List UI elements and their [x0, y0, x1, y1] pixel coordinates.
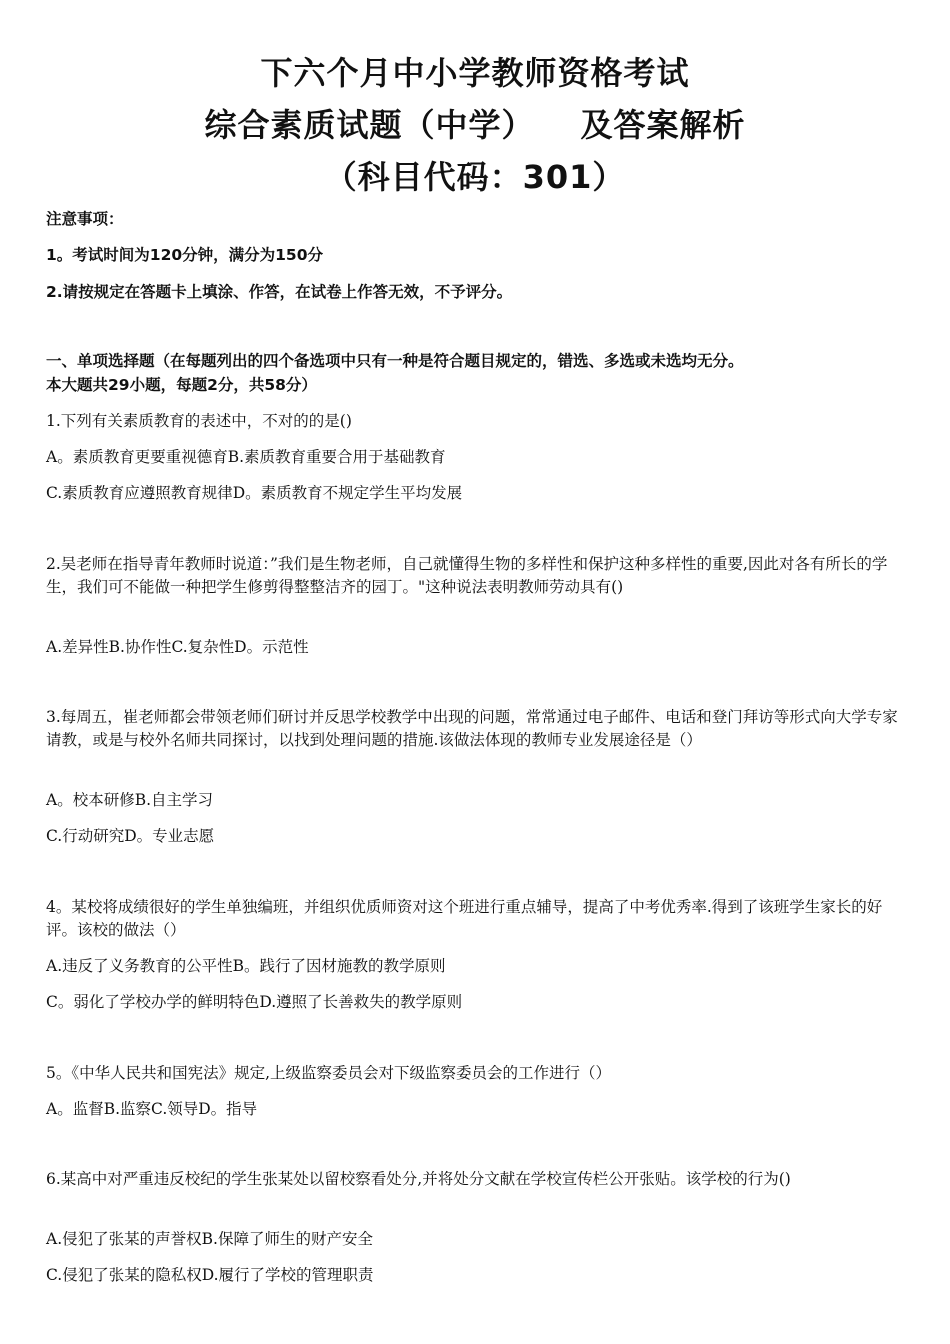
notice-item-2: 2.请按规定在答题卡上填涂、作答，在试卷上作答无效，不予评分。: [46, 283, 513, 301]
question-options: A。校本研修B.自主学习: [46, 791, 214, 809]
subject-code: （科目代码：301）: [324, 158, 626, 196]
question-stem: 2.吴老师在指导青年教师时说道：”我们是生物老师，自己就懂得生物的多样性和保护这种多样性的重要,因此对各有所长的学生，我们可不能做一种把学生修剪得整整洁齐的园丁。"这种说法表明教师劳动具有(): [46, 555, 888, 596]
notice-item-1: 1。考试时间为120分钟，满分为150分: [46, 246, 323, 264]
question-options: A。监督B.监察C.领导D。指导: [46, 1100, 258, 1118]
question-stem: 6.某高中对严重违反校纪的学生张某处以留校察看处分,并将处分文献在学校宣传栏公开张贴。该学校的行为(): [46, 1170, 791, 1188]
question-options: C.行动研究D。专业志愿: [46, 827, 215, 845]
question-stem: 1.下列有关素质教育的表述中，不对的的是(): [46, 412, 352, 430]
question-options: C.侵犯了张某的隐私权D.履行了学校的管理职责: [46, 1266, 374, 1284]
notice-heading: 注意事项：: [46, 210, 124, 228]
question-stem: 5。《中华人民共和国宪法》规定,上级监察委员会对下级监察委员会的工作进行（）: [46, 1064, 612, 1082]
question-options: A。素质教育更要重视德育B.素质教育重要合用于基础教育: [46, 448, 446, 466]
subtitle-part1: 综合素质试题（中学）: [204, 106, 535, 144]
subtitle-part2: 及答案解析: [580, 106, 746, 144]
section-heading-line2: 本大题共29小题，每题2分，共58分）: [46, 376, 317, 394]
question-stem: 3.每周五，崔老师都会带领老师们研讨并反思学校教学中出现的问题，常常通过电子邮件、电话和登门拜访等形式向大学专家请教，或是与校外名师共同探讨，以找到处理问题的措施.该做法体现的教师专业发展途径是（）: [46, 708, 898, 749]
question-options: C。弱化了学校办学的鲜明特色D.遵照了长善救失的教学原则: [46, 993, 463, 1011]
question-options: A.侵犯了张某的声誉权B.保障了师生的财产安全: [46, 1230, 373, 1248]
question-options: A.违反了义务教育的公平性B。践行了因材施教的教学原则: [46, 957, 446, 975]
document-subtitle: [0, 100, 950, 146]
question-options: C.素质教育应遵照教育规律D。素质教育不规定学生平均发展: [46, 484, 463, 502]
question-stem: 4。某校将成绩很好的学生单独编班，并组织优质师资对这个班进行重点辅导，提高了中考优秀率.得到了该班学生家长的好评。该校的做法（）: [46, 898, 883, 939]
document-title: 下六个月中小学教师资格考试: [260, 54, 690, 92]
question-options: A.差异性B.协作性C.复杂性D。示范性: [46, 638, 309, 656]
section-heading-line1: 一、单项选择题（在每题列出的四个备选项中只有一种是符合题目规定的，错选、多选或未选均无分。: [46, 352, 744, 370]
